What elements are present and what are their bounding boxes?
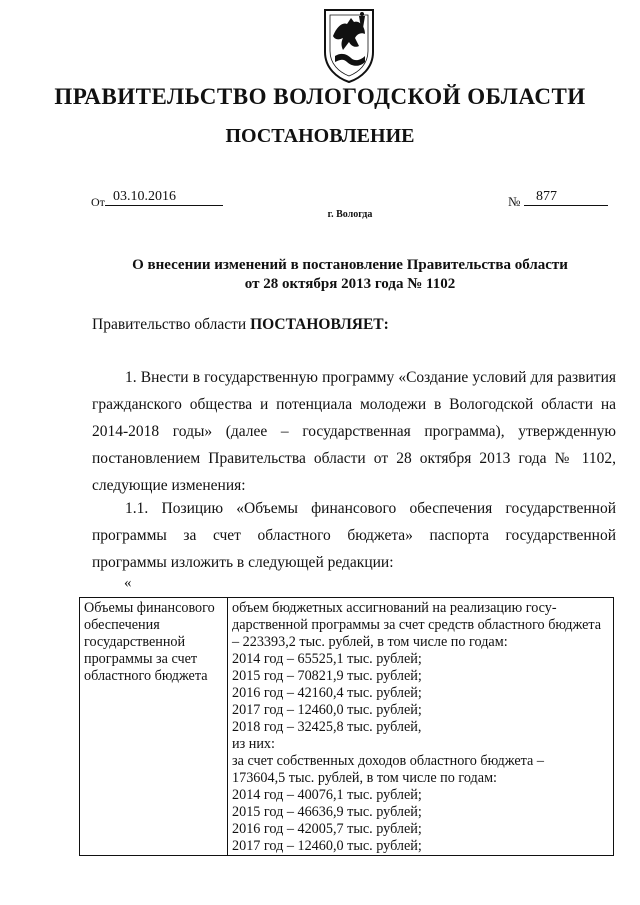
table-row	[80, 598, 614, 856]
table-line: – 223393,2 тыс. рублей, в том числе по годам:	[232, 634, 508, 650]
paragraph-1: 1. Внести в государственную программу «Создание условий для развития гражданского общества и потенциала молодежи в Вологодской области на 2014-2018 годы» (далее – государственная программа), утвержденную постановлением Правительства области от 28 октября 2013 года № 1102, следующие изменения:	[92, 369, 616, 494]
table-cell-label: Объемы финансового обеспечения государственной программы за счет областного бюджета	[80, 598, 228, 856]
preamble-text: Правительство области	[92, 316, 247, 333]
table-line: 2016 год – 42005,7 тыс. рублей;	[232, 821, 422, 837]
document-date: 03.10.2016	[105, 189, 223, 206]
document-subject	[90, 256, 610, 294]
table-line: объем бюджетных ассигнований на реализацию госу-	[232, 600, 557, 616]
table-line: 2017 год – 12460,0 тыс. рублей;	[232, 838, 422, 854]
table-line: 2015 год – 70821,9 тыс. рублей;	[232, 668, 422, 684]
date-label: От	[91, 195, 105, 209]
subject-line-1: О внесении изменений в постановление Правительства области	[132, 257, 568, 273]
table-cell-content	[228, 598, 614, 856]
opening-quote: «	[124, 575, 132, 591]
table-line: из них:	[232, 736, 275, 752]
table-line: 2017 год – 12460,0 тыс. рублей;	[232, 702, 422, 718]
subject-line-2: от 28 октября 2013 года № 1102	[244, 276, 456, 292]
table-line: 2014 год – 40076,1 тыс. рублей;	[232, 787, 422, 803]
table-line: за счет собственных доходов областного бюджета –	[232, 753, 544, 769]
number-label: №	[508, 194, 521, 209]
coat-of-arms-emblem	[321, 6, 377, 84]
document-number: 877	[524, 189, 608, 206]
financing-table	[79, 597, 614, 856]
table-line: дарственной программы за счет средств областного бюджета	[232, 617, 602, 633]
government-title: ПРАВИТЕЛЬСТВО ВОЛОГОДСКОЙ ОБЛАСТИ	[54, 84, 586, 109]
table-line: 2016 год – 42160,4 тыс. рублей;	[232, 685, 422, 701]
table-line: 2018 год – 32425,8 тыс. рублей,	[232, 719, 422, 735]
table-line: 2014 год – 65525,1 тыс. рублей;	[232, 651, 422, 667]
paragraph-1-1: 1.1. Позицию «Объемы финансового обеспечения государственной программы за счет областного бюджета» паспорта государственной программы изложить в следующей редакции:	[92, 500, 616, 571]
city-name: г. Вологда	[327, 209, 373, 220]
table-line: 173604,5 тыс. рублей, в том числе по годам:	[232, 770, 497, 786]
preamble-emphasis: ПОСТАНОВЛЯЕТ:	[250, 316, 389, 333]
table-line: 2015 год – 46636,9 тыс. рублей;	[232, 804, 422, 820]
preamble	[92, 316, 389, 334]
document-type: ПОСТАНОВЛЕНИЕ	[225, 125, 415, 147]
